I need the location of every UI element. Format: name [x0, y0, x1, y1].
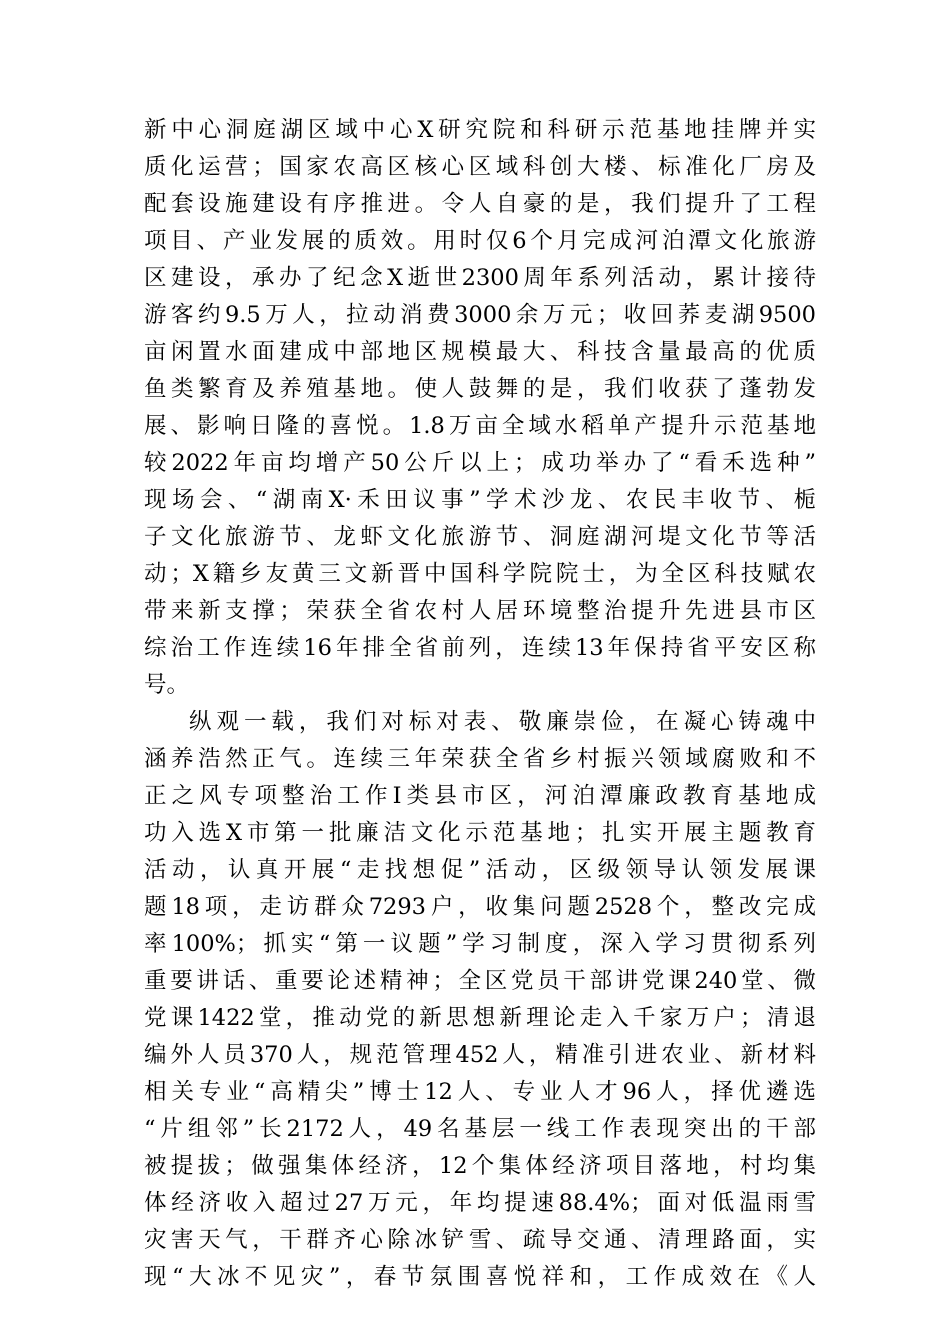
- text-line: 率100%；抓实“第一议题”学习制度，深入学习贯彻系列: [144, 931, 816, 957]
- text-line: 带来新支撑；荣获全省农村人居环境整治提升先进县市区: [144, 598, 816, 624]
- text-line: 编外人员370人，规范管理452人，精准引进农业、新材料: [144, 1042, 816, 1068]
- text-line: 展、影响日隆的喜悦。1.8万亩全域水稻单产提升示范基地: [144, 413, 816, 439]
- text-line: 配套设施建设有序推进。令人自豪的是，我们提升了工程: [144, 191, 816, 217]
- text-line: 功入选X市第一批廉洁文化示范基地；扎实开展主题教育: [144, 820, 816, 846]
- paragraph-1: [144, 112, 816, 704]
- text-line: 新中心洞庭湖区域中心X研究院和科研示范基地挂牌并实: [144, 117, 816, 143]
- text-line: 区建设，承办了纪念X逝世2300周年系列活动，累计接待: [144, 265, 816, 291]
- text-line: 体经济收入超过27万元，年均提速88.4%；面对低温雨雪: [144, 1190, 816, 1216]
- text-line: 子文化旅游节、龙虾文化旅游节、洞庭湖河堤文化节等活: [144, 524, 816, 550]
- text-line: 相关专业“高精尖”博士12人、专业人才96人，择优遴选: [144, 1079, 816, 1105]
- text-line: 游客约9.5万人，拉动消费3000余万元；收回荞麦湖9500: [144, 302, 816, 328]
- text-line: 涵养浩然正气。连续三年荣获全省乡村振兴领域腐败和不: [144, 746, 816, 772]
- text-line: 亩闲置水面建成中部地区规模最大、科技含量最高的优质: [144, 339, 816, 365]
- text-line: 项目、产业发展的质效。用时仅6个月完成河泊潭文化旅游: [144, 228, 816, 254]
- text-line: 质化运营；国家农高区核心区域科创大楼、标准化厂房及: [144, 154, 816, 180]
- text-line: 灾害天气，干群齐心除冰铲雪、疏导交通、清理路面，实: [144, 1227, 816, 1253]
- text-line: 题18项，走访群众7293户，收集问题2528个，整改完成: [144, 894, 816, 920]
- text-line: 被提拔；做强集体经济，12个集体经济项目落地，村均集: [144, 1153, 816, 1179]
- document-body: [144, 112, 816, 1296]
- text-line: 现场会、“湖南X·禾田议事”学术沙龙、农民丰收节、栀: [144, 487, 816, 513]
- paragraph-2: [144, 704, 816, 1296]
- text-line: 综治工作连续16年排全省前列，连续13年保持省平安区称: [144, 635, 816, 661]
- text-line: 重要讲话、重要论述精神；全区党员干部讲党课240堂、微: [144, 968, 816, 994]
- text-line: 动；X籍乡友黄三文新晋中国科学院院士，为全区科技赋农: [144, 561, 816, 587]
- text-line: 较2022年亩均增产50公斤以上；成功举办了“看禾选种”: [144, 450, 816, 476]
- text-line: 正之风专项整治工作Ⅰ类县市区，河泊潭廉政教育基地成: [144, 783, 816, 809]
- text-line: “片组邻”长2172人，49名基层一线工作表现突出的干部: [144, 1116, 816, 1142]
- text-line: 纵观一载，我们对标对表、敬廉崇俭，在凝心铸魂中: [189, 709, 816, 735]
- text-line: 活动，认真开展“走找想促”活动，区级领导认领发展课: [144, 857, 816, 883]
- text-line: 党课1422堂，推动党的新思想新理论走入千家万户；清退: [144, 1005, 816, 1031]
- text-line: 号。: [144, 672, 190, 698]
- text-line: 现“大冰不见灾”，春节氛围喜悦祥和，工作成效在《人: [144, 1264, 816, 1290]
- text-line: 鱼类繁育及养殖基地。使人鼓舞的是，我们收获了蓬勃发: [144, 376, 816, 402]
